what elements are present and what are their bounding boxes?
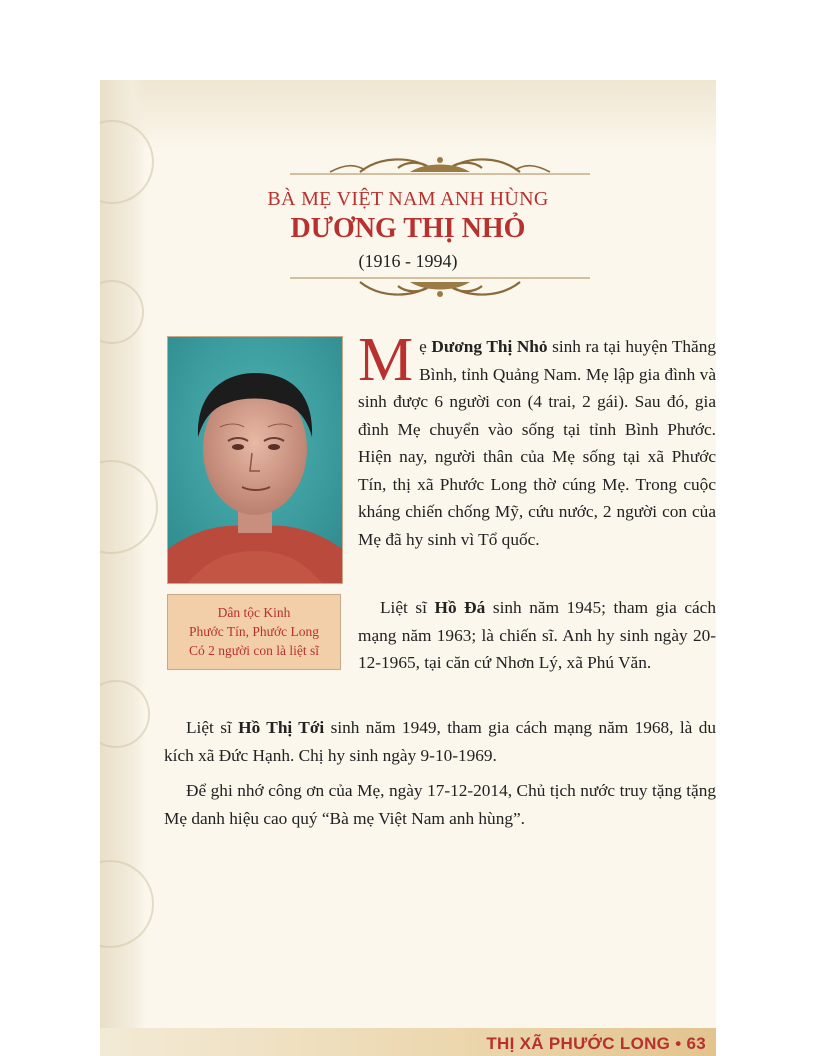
paragraph-martyr-2 [164, 714, 716, 769]
photo-caption [167, 594, 341, 670]
book-page [100, 80, 716, 1056]
swirl-ornament [100, 460, 158, 554]
page-footer: THỊ XÃ PHƯỚC LONG • 63 [486, 1034, 706, 1053]
paragraph-text: sinh năm 1949, tham gia cách mạng năm 1968, là du kích xã Đức Hạnh. Chị hy sinh ngày 9-10-1969. [164, 718, 716, 765]
portrait-illustration [168, 337, 342, 583]
top-decorative-band [100, 80, 716, 150]
paragraph-biography [358, 326, 716, 553]
caption-ethnicity: Dân tộc Kinh [217, 605, 291, 620]
caption-location: Phước Tín, Phước Long [189, 624, 319, 639]
page-heading: BÀ MẸ VIỆT NAM ANH HÙNG [267, 188, 549, 210]
paragraph-lead: Liệt sĩ [186, 718, 239, 737]
martyr-name: Hồ Thị Tới [238, 718, 325, 737]
paragraph-honor: Để ghi nhớ công ơn của Mẹ, ngày 17-12-2014, Chủ tịch nước truy tặng tặng Mẹ danh hiệu cao quý “Bà mẹ Việt Nam anh hùng”. [164, 781, 716, 828]
drop-cap: M [358, 326, 414, 394]
paragraph-lead: Liệt sĩ [380, 598, 435, 617]
flourish-ornament-bottom [270, 272, 610, 302]
honoree-name: DƯƠNG THỊ NHỎ [290, 213, 526, 244]
caption-martyrs: Có 2 người con là liệt sĩ [189, 643, 319, 658]
paragraph-text: sinh ra tại huyện Thăng Bình, tỉnh Quảng Nam. Mẹ lập gia đình và sinh được 6 người con (4 trai, 2 gái). Sau đó, gia đình Mẹ chuyển vào sống tại tỉnh Bình Phước. Hiện nay, người thân của Mẹ sống tại xã Phước Tín, thị xã Phước Long thờ cúng Mẹ. Trong cuộc kháng chiến chống Mỹ, cứu nước, 2 người con của Mẹ đã hy sinh vì Tổ quốc. [358, 337, 716, 549]
paragraph-text: sinh năm 1945; tham gia cách mạng năm 1963; là chiến sĩ. Anh hy sinh ngày 20-12-1965, tại căn cứ Nhơn Lý, xã Phú Văn. [358, 598, 716, 672]
martyr-name: Hồ Đá [434, 598, 486, 617]
flourish-ornament-top [270, 150, 610, 180]
paragraph-martyr-1 [358, 594, 716, 677]
mother-name: Dương Thị Nhỏ [431, 337, 548, 356]
portrait-photo [167, 336, 343, 584]
life-years: (1916 - 1994) [358, 251, 458, 271]
paragraph-lead: ẹ [419, 337, 432, 356]
